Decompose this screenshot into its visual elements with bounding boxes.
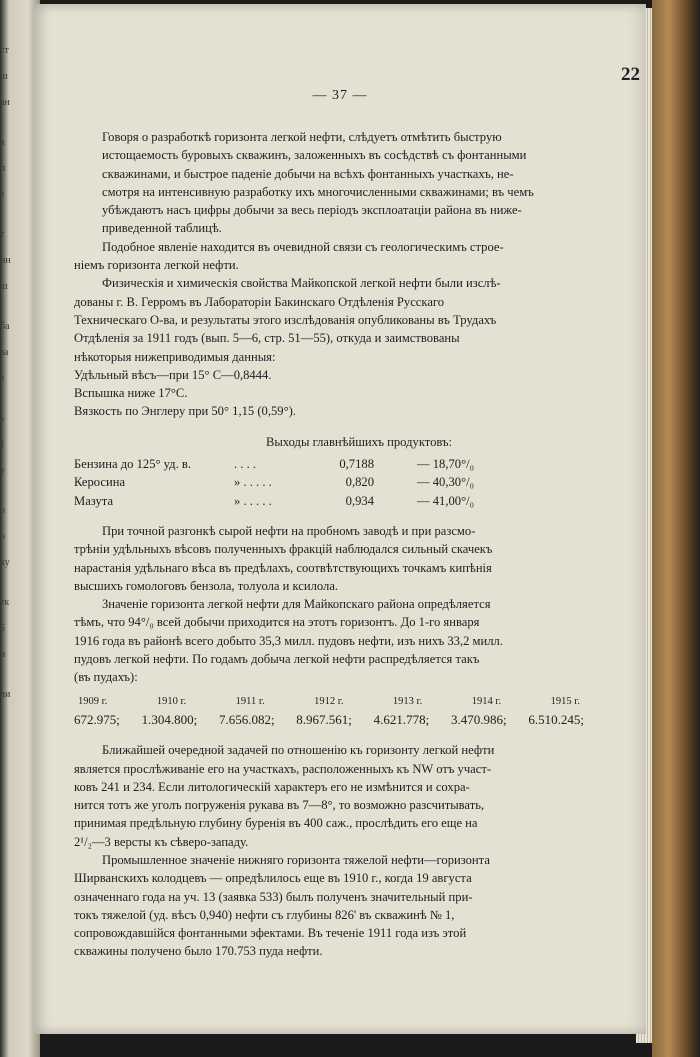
left-page-fragment: за [0, 347, 9, 358]
text-line: 2¹/₂—3 версты къ сѣверо-западу. [74, 834, 249, 849]
text-line: скважины получено было 170.753 пуда нефти. [74, 944, 323, 959]
text-line: Ширванскихъ колодцевъ — опредѣлилось еще въ 1910 г., когда 19 августа [74, 871, 472, 886]
production-value: 8.967.561; [296, 711, 352, 727]
text-line: ковъ 241 и 234. Если литологическій характеръ его не измѣнится и сохра- [74, 779, 470, 794]
production-years-row [74, 693, 584, 711]
production-value: 6.510.245; [528, 711, 584, 727]
left-page-fragment: ь [0, 413, 5, 424]
text-line: высшихъ гомологовъ бензола, толуола и ксилола. [74, 578, 339, 593]
left-page-fragment: ан [0, 97, 10, 108]
text-line: тѣмъ, что 94°/₀ всей добычи приходится на этотъ горизонтъ. До 1-го января [74, 615, 480, 630]
production-value: 4.621.778; [373, 711, 430, 727]
text-line: Ближайшей очередной задачей по отношенію къ горизонту легкой нефти [102, 743, 495, 758]
year-label: 1913 г. [392, 695, 423, 707]
production-value: 672.975; [74, 711, 120, 727]
book-cover-edge [652, 0, 700, 1057]
year-label: 1912 г. [314, 695, 344, 707]
products-table [74, 455, 584, 510]
text-line: принимая предѣльную глубину буренія въ 400 саж., прослѣдить его еще на [74, 816, 478, 831]
left-page-fragment: 1 [0, 439, 5, 450]
text-line: Значеніе горизонта легкой нефти для Майкопскаго района опредѣляется [102, 597, 491, 612]
production-value: 7.656.082; [218, 711, 275, 727]
year-label: 1914 г. [471, 695, 502, 707]
left-page-fragment: ку [0, 557, 10, 568]
property-density: Удѣльный вѣсъ—при 15° С—0,8444. [74, 367, 272, 382]
product-dots: . . . . [234, 457, 257, 472]
paragraph-6 [74, 741, 584, 851]
product-name: Керосина [74, 475, 126, 490]
product-dots: » . . . . . [234, 493, 272, 508]
year-label: 1915 г. [550, 695, 580, 707]
text-line: приведенной таблицѣ. [102, 221, 222, 236]
text-line: (въ пудахъ): [74, 670, 138, 685]
product-yield: — 40,30°/₀ [416, 475, 474, 490]
text-line: Отдѣленія за 1911 годъ (вып. 5—6, стр. 51—55), откуда и заимствованы [74, 331, 460, 346]
left-page-fragment: у [0, 465, 5, 476]
product-row [74, 492, 584, 510]
left-page-fragment: о [0, 505, 5, 516]
left-page-fragment: и [0, 649, 6, 660]
text-line: нарастанія удѣльнаго вѣса въ предѣлахъ, соотвѣтствующихъ точкамъ кипѣнія [74, 560, 492, 575]
text-line: Техническаго О-ва, и результаты этого изслѣдованія опубликованы въ Трудахъ [74, 312, 497, 327]
product-row [74, 473, 584, 491]
left-page-fragment: ба [0, 321, 10, 332]
left-page-fragment: 5 [0, 623, 5, 634]
page-number: — 37 — [312, 88, 368, 103]
paragraph-2 [74, 238, 584, 275]
text-line: токъ тяжелой (уд. вѣсъ 0,940) нефти съ глубины 826' въ скважинѣ № 1, [74, 907, 455, 922]
text-line: нится тотъ же уголъ погруженія рукава въ 7—8°, то возможно разсчитывать, [74, 798, 485, 813]
text-line: смотря на интенсивную разработку ихъ многочисленными скважинами; въ чемъ [102, 184, 534, 199]
left-page-fragment: ш [0, 281, 8, 292]
left-page-edge [0, 20, 30, 1020]
left-page-fragment: ст [0, 45, 9, 56]
left-page-fragment: ш [0, 71, 8, 82]
book-page [34, 4, 646, 1034]
text-line: означеннаго года на уч. 13 (заявка 533) былъ полученъ значительный при- [74, 889, 473, 904]
products-table-title: Выходы главнѣйшихъ продуктовъ: [265, 434, 453, 449]
left-page-fragment: ин [0, 255, 11, 266]
production-values-row [74, 711, 584, 729]
paragraph-4 [74, 522, 584, 595]
text-line: пудовъ легкой нефти. По годамъ добыча легкой нефти распредѣляется такъ [74, 652, 480, 667]
text-line: Физическія и химическія свойства Майкопской легкой нефти были изслѣ- [102, 276, 501, 291]
production-value: 3.470.986; [450, 711, 507, 727]
text-line: Подобное явленіе находится въ очевидной связи съ геологическимъ строе- [102, 239, 504, 254]
product-yield: — 18,70°/₀ [416, 457, 474, 472]
paragraph-7 [74, 851, 584, 961]
year-label: 1910 г. [156, 695, 187, 707]
product-density: 0,7188 [339, 457, 374, 472]
text-line: убѣждаютъ насъ цифры добычи за весь періодъ эксплоатаціи района въ ниже- [102, 203, 522, 218]
year-label: 1909 г. [78, 695, 108, 707]
left-page-fragment: о [0, 531, 5, 542]
paragraph-5 [74, 595, 584, 686]
product-density: 0,820 [345, 475, 374, 490]
left-page-fragment: тк [0, 597, 10, 608]
left-page-fragment: з [0, 189, 4, 200]
property-flash-point: Вспышка ниже 17°С. [74, 386, 188, 401]
left-page-fragment: т [0, 229, 5, 240]
paragraph-1 [74, 128, 584, 238]
text-line: 1916 года въ районѣ всего добыто 35,3 милл. пудовъ нефти, изъ нихъ 33,2 милл. [74, 633, 503, 648]
text-line: трѣніи удѣльныхъ вѣсовъ полученныхъ фракцій наблюдался сильный скачекъ [74, 542, 493, 557]
left-page-fragment: е [0, 373, 5, 384]
text-line: При точной разгонкѣ сырой нефти на пробномъ заводѣ и при разсмо- [102, 523, 476, 538]
year-label: 1911 г. [235, 695, 265, 707]
left-page-fragment: п [0, 163, 6, 174]
text-line: скважинами, и быстрое паденіе добычи на всѣхъ фонтанныхъ участкахъ, не- [102, 166, 514, 181]
paragraph-3 [74, 274, 584, 365]
product-density: 0,934 [345, 493, 374, 508]
text-line: дованы г. В. Герромъ въ Лабораторіи Бакинскаго Отдѣленія Русскаго [74, 294, 445, 309]
text-line: является прослѣживаніе его на участкахъ, расположенныхъ къ NW отъ участ- [74, 761, 492, 776]
text-line: Говоря о разработкѣ горизонта легкой нефти, слѣдуетъ отмѣтить быструю [102, 130, 502, 144]
text-line: Промышленное значеніе нижняго горизонта тяжелой нефти—горизонта [102, 852, 490, 867]
text-line: сопровождавшійся фонтанными эфектами. Въ теченіе 1911 года изъ этой [74, 926, 467, 941]
left-page-fragment: а [0, 137, 5, 148]
page-body [74, 128, 584, 961]
properties-list [74, 366, 584, 421]
sheet-number: 22 [621, 64, 640, 85]
product-dots: » . . . . . [234, 475, 272, 490]
product-row [74, 455, 584, 473]
product-name: Бензина до 125° уд. в. [74, 457, 191, 472]
left-page-fragment: ли [0, 689, 11, 700]
text-line: ніемъ горизонта легкой нефти. [74, 258, 239, 273]
text-line: истощаемость буровыхъ скважинъ, заложенныхъ въ сосѣдствѣ съ фонтанными [102, 148, 527, 163]
text-line: нѣкоторыя нижеприводимыя данныя: [74, 349, 276, 364]
product-yield: — 41,00°/₀ [416, 493, 474, 508]
production-value: 1.304.800; [141, 711, 198, 727]
product-name: Мазута [74, 493, 114, 508]
property-viscosity: Вязкость по Энглеру при 50° 1,15 (0,59°). [74, 404, 296, 419]
